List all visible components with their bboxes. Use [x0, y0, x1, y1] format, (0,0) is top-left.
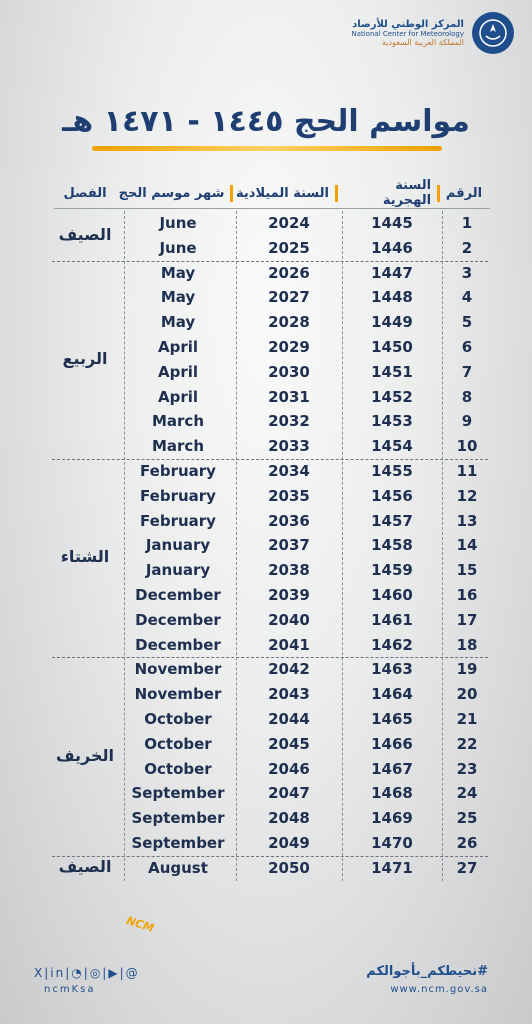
- sep-gregorian-hijri: [342, 211, 343, 881]
- hijri-cell: 1464: [371, 685, 413, 704]
- hijri-cell: 1460: [371, 586, 413, 604]
- hijri-cell: 1466: [371, 734, 413, 753]
- header-rule: [54, 208, 490, 209]
- gregorian-cell: 2028: [268, 313, 310, 332]
- hijri-cell: 1452: [371, 387, 413, 406]
- social-icons: X|in|◔|◎|▶|@: [34, 966, 140, 980]
- hijri-cell: 1458: [371, 536, 413, 555]
- month-cell: September: [131, 809, 225, 828]
- table-row: [0, 831, 532, 856]
- month-cell: May: [160, 288, 196, 307]
- x-icon[interactable]: X: [34, 966, 45, 980]
- season-divider: [52, 459, 488, 460]
- number-cell: 2: [461, 238, 473, 257]
- number-cell: 8: [461, 387, 473, 406]
- table-header: [0, 180, 532, 206]
- month-cell: May: [160, 313, 196, 332]
- number-cell: 5: [461, 313, 473, 332]
- number-cell: 14: [456, 536, 478, 555]
- table-row: [0, 459, 532, 484]
- month-cell: December: [135, 635, 221, 654]
- hijri-cell: 1456: [371, 486, 413, 505]
- ncm-tag: NCM: [124, 913, 156, 936]
- month-cell: February: [140, 511, 216, 530]
- snapchat-icon[interactable]: ◔: [71, 966, 84, 980]
- linkedin-icon[interactable]: in: [50, 966, 66, 980]
- gregorian-cell: 2024: [268, 214, 310, 232]
- sep-month-gregorian: [236, 211, 237, 881]
- hijri-cell: 1449: [371, 313, 413, 332]
- table-row: [0, 781, 532, 806]
- table-row: [0, 657, 532, 682]
- hijri-cell: 1454: [371, 437, 413, 456]
- hijri-cell: 1461: [371, 610, 413, 629]
- month-cell: June: [159, 238, 197, 257]
- month-cell: April: [157, 387, 199, 406]
- season-divider: [52, 261, 488, 262]
- gregorian-cell: 2037: [268, 536, 310, 555]
- number-cell: 20: [456, 685, 478, 704]
- number-cell: 18: [456, 635, 478, 654]
- number-cell: 22: [456, 734, 478, 753]
- gregorian-cell: 2041: [268, 635, 310, 654]
- month-cell: September: [131, 834, 225, 852]
- gregorian-cell: 2048: [268, 809, 310, 828]
- gregorian-cell: 2032: [268, 412, 310, 431]
- number-cell: 25: [456, 809, 478, 828]
- social-handle: ncmKsa: [44, 984, 96, 995]
- page-title: مواسم الحج ١٤٤٥ - ١٤٧١ هـ: [62, 104, 470, 139]
- hijri-cell: 1463: [371, 660, 413, 679]
- ncm-emblem-icon: [472, 12, 514, 54]
- number-cell: 27: [456, 858, 478, 877]
- gregorian-cell: 2034: [268, 462, 310, 480]
- gregorian-cell: 2038: [268, 561, 310, 580]
- gregorian-cell: 2026: [268, 263, 310, 282]
- hijri-cell: 1471: [371, 858, 413, 877]
- month-cell: February: [140, 462, 216, 480]
- number-cell: 9: [461, 412, 473, 431]
- number-cell: 12: [456, 486, 478, 505]
- number-cell: 3: [461, 263, 473, 282]
- month-cell: April: [157, 362, 199, 381]
- number-cell: 23: [456, 759, 478, 778]
- month-cell: November: [134, 660, 222, 679]
- gregorian-cell: 2044: [268, 710, 310, 728]
- table-row: [0, 434, 532, 459]
- number-cell: 17: [456, 610, 478, 629]
- org-name-en: National Center for Meteorology: [351, 30, 464, 39]
- gregorian-cell: 2039: [268, 586, 310, 604]
- table-row: [0, 633, 532, 658]
- table-row: [0, 409, 532, 434]
- season-label: الخريف: [55, 745, 115, 765]
- number-cell: 1: [461, 214, 473, 232]
- hijri-cell: 1448: [371, 288, 413, 307]
- table-row: [0, 707, 532, 732]
- ncm-logo: [351, 12, 514, 54]
- instagram-icon[interactable]: ◎: [89, 966, 103, 980]
- number-cell: 10: [456, 437, 478, 456]
- header-number: الرقم: [445, 185, 483, 201]
- month-cell: January: [145, 561, 211, 580]
- number-cell: 21: [456, 710, 478, 728]
- table-row: [0, 310, 532, 335]
- threads-icon[interactable]: @: [125, 966, 140, 980]
- hijri-cell: 1459: [371, 561, 413, 580]
- hijri-cell: 1446: [371, 238, 413, 257]
- number-cell: 11: [456, 462, 478, 480]
- gregorian-cell: 2025: [268, 238, 310, 257]
- season-label: الشتاء: [60, 547, 110, 567]
- month-cell: February: [140, 486, 216, 505]
- youtube-icon[interactable]: ▶: [108, 966, 120, 980]
- gregorian-cell: 2040: [268, 610, 310, 629]
- hijri-cell: 1465: [371, 710, 413, 728]
- season-label: الصيف: [58, 224, 112, 244]
- gregorian-cell: 2050: [268, 858, 310, 877]
- month-cell: August: [148, 858, 208, 877]
- hijri-cell: 1455: [371, 462, 413, 480]
- month-cell: March: [151, 437, 205, 456]
- gregorian-cell: 2046: [268, 759, 310, 778]
- gregorian-cell: 2042: [268, 660, 310, 679]
- table-row: [0, 285, 532, 310]
- season-divider: [52, 657, 488, 658]
- number-cell: 4: [461, 288, 473, 307]
- gregorian-cell: 2047: [268, 784, 310, 803]
- hijri-cell: 1462: [371, 635, 413, 654]
- hijri-cell: 1451: [371, 362, 413, 381]
- season-label: الربيع: [62, 348, 108, 368]
- number-cell: 19: [456, 660, 478, 679]
- hijri-cell: 1450: [371, 338, 413, 356]
- table-row: [0, 608, 532, 633]
- hijri-cell: 1457: [371, 511, 413, 530]
- sep-season-month: [124, 211, 125, 881]
- month-cell: October: [144, 759, 212, 778]
- month-cell: December: [135, 610, 221, 629]
- month-cell: June: [159, 214, 197, 232]
- hijri-cell: 1469: [371, 809, 413, 828]
- website-link[interactable]: www.ncm.gov.sa: [390, 984, 488, 995]
- table-row: [0, 806, 532, 831]
- month-cell: October: [144, 710, 212, 728]
- hijri-cell: 1445: [371, 214, 413, 232]
- month-cell: November: [134, 685, 222, 704]
- number-cell: 26: [456, 834, 478, 852]
- gregorian-cell: 2043: [268, 685, 310, 704]
- month-cell: May: [160, 263, 196, 282]
- hijri-cell: 1470: [371, 834, 413, 852]
- season-label: الصيف: [58, 857, 112, 877]
- gregorian-cell: 2027: [268, 288, 310, 307]
- header-season: الفصل: [63, 185, 107, 201]
- header-hijri: السنة الهجرية: [344, 180, 440, 206]
- gregorian-cell: 2036: [268, 511, 310, 530]
- hijri-cell: 1453: [371, 412, 413, 431]
- month-cell: April: [157, 338, 199, 356]
- table-row: [0, 509, 532, 534]
- hijri-cell: 1467: [371, 759, 413, 778]
- month-cell: January: [145, 536, 211, 555]
- hijri-cell: 1468: [371, 784, 413, 803]
- gregorian-cell: 2049: [268, 834, 310, 852]
- org-name-ar: المركز الوطني للأرصاد: [352, 18, 464, 30]
- number-cell: 13: [456, 511, 478, 530]
- month-cell: December: [135, 586, 221, 604]
- number-cell: 15: [456, 561, 478, 580]
- month-cell: March: [151, 412, 205, 431]
- number-cell: 24: [456, 784, 478, 803]
- month-cell: September: [131, 784, 225, 803]
- gregorian-cell: 2029: [268, 338, 310, 356]
- header-gregorian: السنة الميلادية: [232, 180, 342, 206]
- table-row: [0, 682, 532, 707]
- gregorian-cell: 2045: [268, 734, 310, 753]
- table-row: [0, 261, 532, 286]
- gregorian-cell: 2033: [268, 437, 310, 456]
- number-cell: 7: [461, 362, 473, 381]
- hashtag: #نحيطكم_بأجوالكم: [366, 964, 488, 979]
- header-month: شهر موسم الحج: [118, 180, 234, 206]
- hijri-cell: 1447: [371, 263, 413, 282]
- country-name-ar: المملكة العربية السعودية: [381, 38, 464, 48]
- gregorian-cell: 2030: [268, 362, 310, 381]
- number-cell: 16: [456, 586, 478, 604]
- month-cell: October: [144, 734, 212, 753]
- table-row: [0, 385, 532, 410]
- gregorian-cell: 2031: [268, 387, 310, 406]
- table-row: [0, 484, 532, 509]
- number-cell: 6: [461, 338, 473, 356]
- gregorian-cell: 2035: [268, 486, 310, 505]
- sep-hijri-number: [442, 211, 443, 881]
- title-underline: [92, 146, 442, 151]
- table-row: [0, 583, 532, 608]
